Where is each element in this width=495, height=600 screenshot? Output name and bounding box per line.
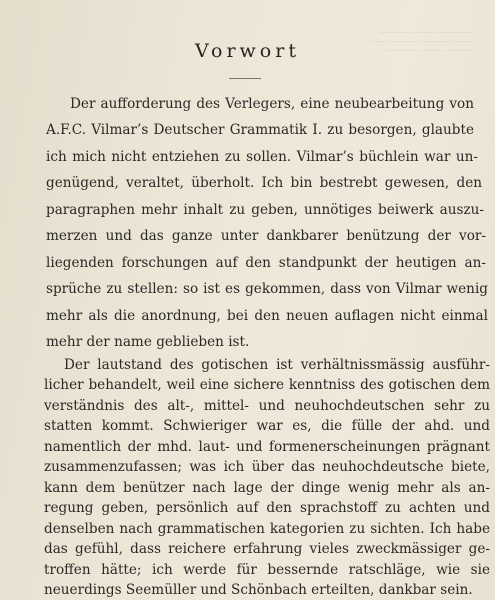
text-line: ich mich nicht entziehen zu sollen. Vilmar’s büchlein war un- — [46, 149, 478, 165]
text-line: denselben nach grammatischen kategorien zu sichten. Ich habe — [44, 521, 490, 537]
text-line: mehr der name geblieben ist. — [46, 334, 250, 350]
text-line: namentlich der mhd. laut- und formenerscheinungen prägnant — [44, 439, 490, 455]
text-line: zusammenzufassen; was ich über das neuhochdeutsche biete, — [44, 459, 490, 475]
show-through-text: ————— ———— ———— ——— ———— ————— —— ———— ——— ————— — [370, 28, 475, 54]
text-line: troffen hätte; ich werde für bessernde ratschläge, wie sie — [44, 562, 490, 578]
text-line: licher behandelt, weil eine sichere kenntniss des gotischen dem — [44, 377, 490, 393]
text-line: Der aufforderung des Verlegers, eine neubearbeitung von — [70, 96, 474, 112]
page-heading: Vorwort — [195, 40, 300, 62]
text-line: sprüche zu stellen: so ist es gekommen, dass von Vilmar wenig — [46, 281, 488, 297]
text-line: liegenden forschungen auf den standpunkt der heutigen an- — [46, 255, 486, 271]
text-line: Der lautstand des gotischen ist verhältnissmässig ausführ- — [64, 357, 490, 373]
text-line: regung geben, persönlich auf den sprachstoff zu achten und — [44, 500, 490, 516]
text-line: genügend, veraltet, überholt. Ich bin bestrebt gewesen, den — [46, 175, 482, 191]
text-line: merzen und das ganze unter dankbarer benützung der vor- — [46, 228, 486, 244]
text-line: verständnis des alt-, mittel- und neuhochdeutschen sehr zu — [44, 398, 490, 414]
text-line: statten kommt. Schwieriger war es, die fülle der ahd. und — [44, 418, 490, 434]
text-line: paragraphen mehr inhalt zu geben, unnötiges beiwerk auszu- — [46, 202, 484, 218]
text-line: mehr als die anordnung, bei den neuen auflagen nicht einmal — [46, 308, 488, 324]
text-line: das gefühl, dass reichere erfahrung vieles zweckmässiger ge- — [44, 541, 490, 557]
text-line: A.F.C. Vilmar’s Deutscher Grammatik I. zu besorgen, glaubte — [46, 122, 474, 138]
text-line: neuerdings Seemüller und Schönbach erteilten, dankbar sein. — [44, 582, 473, 598]
text-line: kann dem benützer nach lage der dinge wenig mehr als an- — [44, 480, 490, 496]
